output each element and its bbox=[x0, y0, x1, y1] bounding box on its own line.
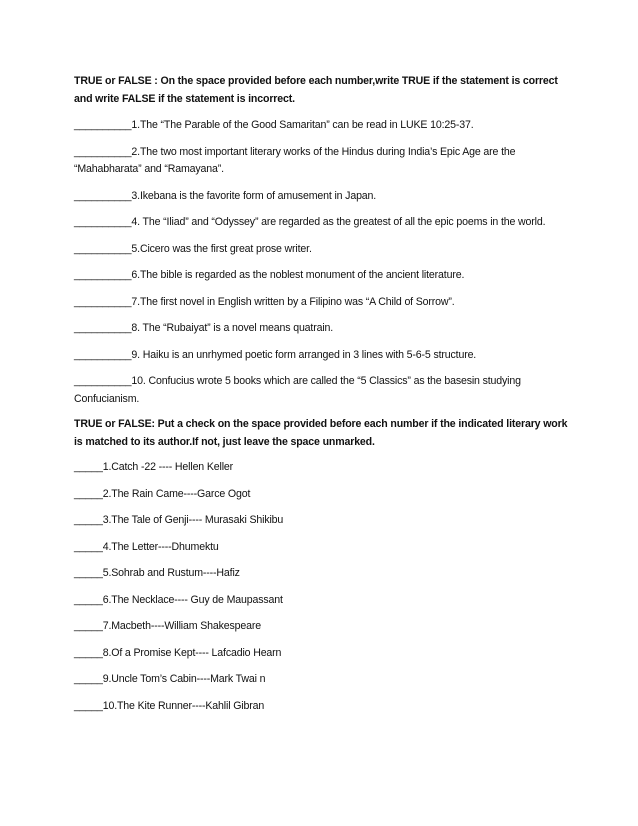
section-true-false-statements bbox=[74, 73, 574, 408]
list-item: _____9.Uncle Tom’s Cabin----Mark Twai n bbox=[74, 673, 266, 685]
list-item: _____2.The Rain Came----Garce Ogot bbox=[74, 487, 251, 500]
list-item: __________2.The two most important literary works of the Hindus during India’s Epic Age are the “Mahabharata” and “Ramayana”. bbox=[74, 145, 516, 175]
section-author-matching bbox=[74, 416, 574, 715]
section-2-instruction: TRUE or FALSE: Put a check on the space provided before each number if the indicated literary work is matched to its author.If not, just leave the space unmarked. bbox=[74, 418, 568, 448]
list-item: __________3.Ikebana is the favorite form of amusement in Japan. bbox=[74, 189, 377, 202]
list-item: __________1.The “The Parable of the Good Samaritan” can be read in LUKE 10:25-37. bbox=[74, 119, 474, 131]
list-item: _____3.The Tale of Genji---- Murasaki Shikibu bbox=[74, 514, 284, 526]
list-item: _____1.Catch -22 ---- Hellen Keller bbox=[74, 461, 234, 473]
list-item: _____7.Macbeth----William Shakespeare bbox=[74, 620, 261, 632]
list-item: _____8.Of a Promise Kept---- Lafcadio Hearn bbox=[74, 646, 282, 659]
section-1-instruction: TRUE or FALSE : On the space provided before each number,write TRUE if the statement is correct and write FALSE if the statement is incorrect. bbox=[74, 75, 558, 105]
list-item: __________4. The “Iliad” and “Odyssey” are regarded as the greatest of all the epic poems in the world. bbox=[74, 216, 546, 228]
list-item: __________6.The bible is regarded as the noblest monument of the ancient literature. bbox=[74, 269, 465, 281]
list-item: _____5.Sohrab and Rustum----Hafiz bbox=[74, 567, 240, 579]
list-item: __________10. Confucius wrote 5 books which are called the “5 Classics” as the basesin studying Confucianism. bbox=[74, 375, 521, 405]
list-item: _____6.The Necklace---- Guy de Maupassant bbox=[74, 593, 283, 606]
list-item: __________5.Cicero was the first great prose writer. bbox=[74, 242, 312, 255]
list-item: __________8. The “Rubaiyat” is a novel means quatrain. bbox=[74, 322, 334, 334]
list-item: __________9. Haiku is an unrhymed poetic form arranged in 3 lines with 5-6-5 structure. bbox=[74, 348, 477, 361]
list-item: _____10.The Kite Runner----Kahlil Gibran bbox=[74, 699, 265, 712]
list-item: __________7.The first novel in English written by a Filipino was “A Child of Sorrow”. bbox=[74, 295, 455, 308]
list-item: _____4.The Letter----Dhumektu bbox=[74, 540, 219, 553]
worksheet-page bbox=[74, 73, 574, 724]
